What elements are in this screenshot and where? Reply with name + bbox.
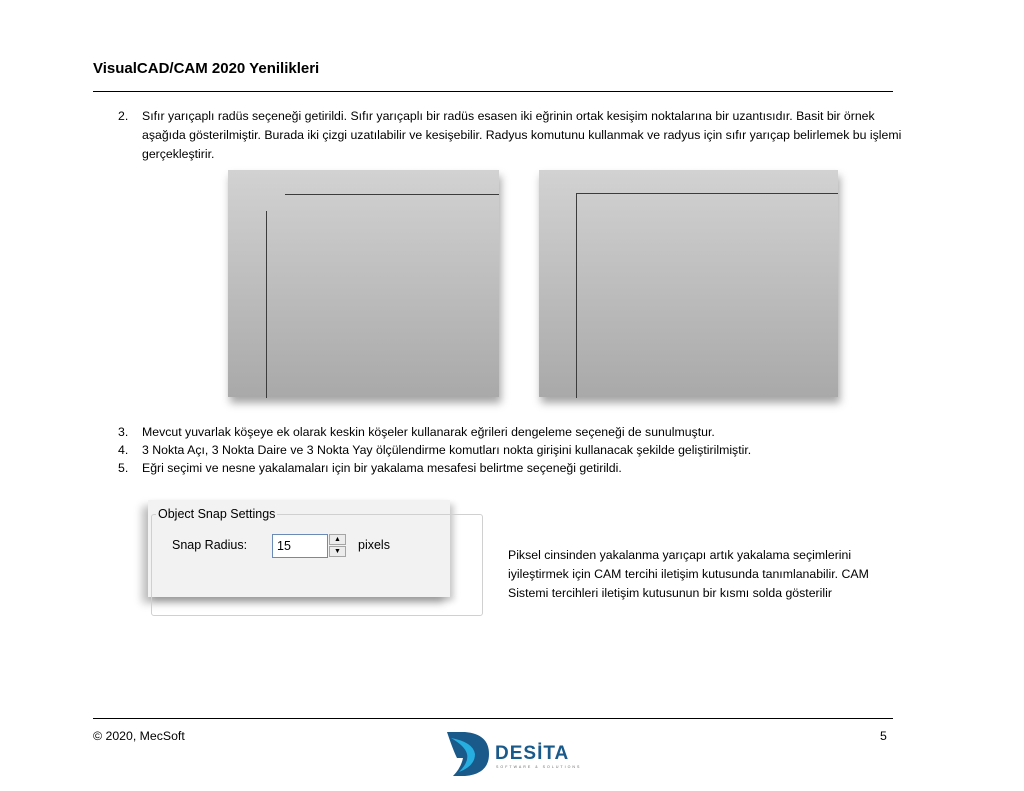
figure-sharp-corner — [539, 170, 838, 397]
list-text: Mevcut yuvarlak köşeye ek olarak keskin köşeler kullanarak eğrileri dengeleme seçeneği de sunulmuştur. — [142, 425, 715, 439]
header-rule — [93, 91, 893, 92]
spin-down-button[interactable]: ▼ — [329, 546, 346, 557]
object-snap-settings-panel — [148, 500, 450, 597]
list-text: 3 Nokta Açı, 3 Nokta Daire ve 3 Nokta Yay ölçülendirme komutları nokta girişini kullanacak şekilde geliştirilmiştir. — [142, 443, 752, 457]
figure-extended-lines — [228, 170, 499, 397]
vertical-line — [576, 193, 577, 398]
snap-description-note: Piksel cinsinden yakalanma yarıçapı artık yakalama seçimlerini iyileştirmek için CAM tercihi iletişim kutusunda tanımlanabilir. CAM Sistemi tercihleri iletişim kutusunun bir kısmı solda gösterilir — [508, 548, 869, 600]
horizontal-line — [285, 194, 499, 195]
snap-radius-input[interactable] — [272, 534, 328, 558]
logo-tagline-text: SOFTWARE & SOLUTIONS — [496, 765, 582, 769]
list-text: Sıfır yarıçaplı radüs seçeneği getirildi. Sıfır yarıçaplı bir radüs esasen iki eğrinin ortak kesişim noktalarına bir uzantısıdır. Basit bir örnek aşağıda gösterilmiştir. Burada iki çizgi uzatılabilir ve kesişebilir. Radyus komutunu kullanmak ve radyus için sıfır yarıçap belirlemek bu işlemi gerçekleştirir. — [142, 109, 902, 161]
list-number: 2. — [118, 109, 129, 123]
snap-unit-label: pixels — [358, 538, 390, 552]
snap-radius-label: Snap Radius: — [172, 538, 248, 552]
page-header-title: VisualCAD/CAM 2020 Yenilikleri — [93, 60, 320, 77]
footer-copyright: © 2020, MecSoft — [93, 729, 185, 743]
list-number: 3. — [118, 425, 129, 439]
groupbox-title: Object Snap Settings — [158, 507, 276, 521]
horizontal-line — [576, 193, 838, 194]
vertical-line — [266, 211, 267, 398]
footer-rule — [93, 718, 893, 719]
list-number: 5. — [118, 461, 129, 475]
page-number: 5 — [880, 729, 887, 743]
logo-brand-text: DESİTA — [495, 743, 570, 764]
desita-logo — [443, 728, 593, 780]
groupbox-frame — [151, 514, 483, 616]
list-number: 4. — [118, 443, 129, 457]
spin-up-button[interactable]: ▲ — [329, 534, 346, 545]
list-text: Eğri seçimi ve nesne yakalamaları için bir yakalama mesafesi belirtme seçeneği getirildi. — [142, 461, 622, 475]
